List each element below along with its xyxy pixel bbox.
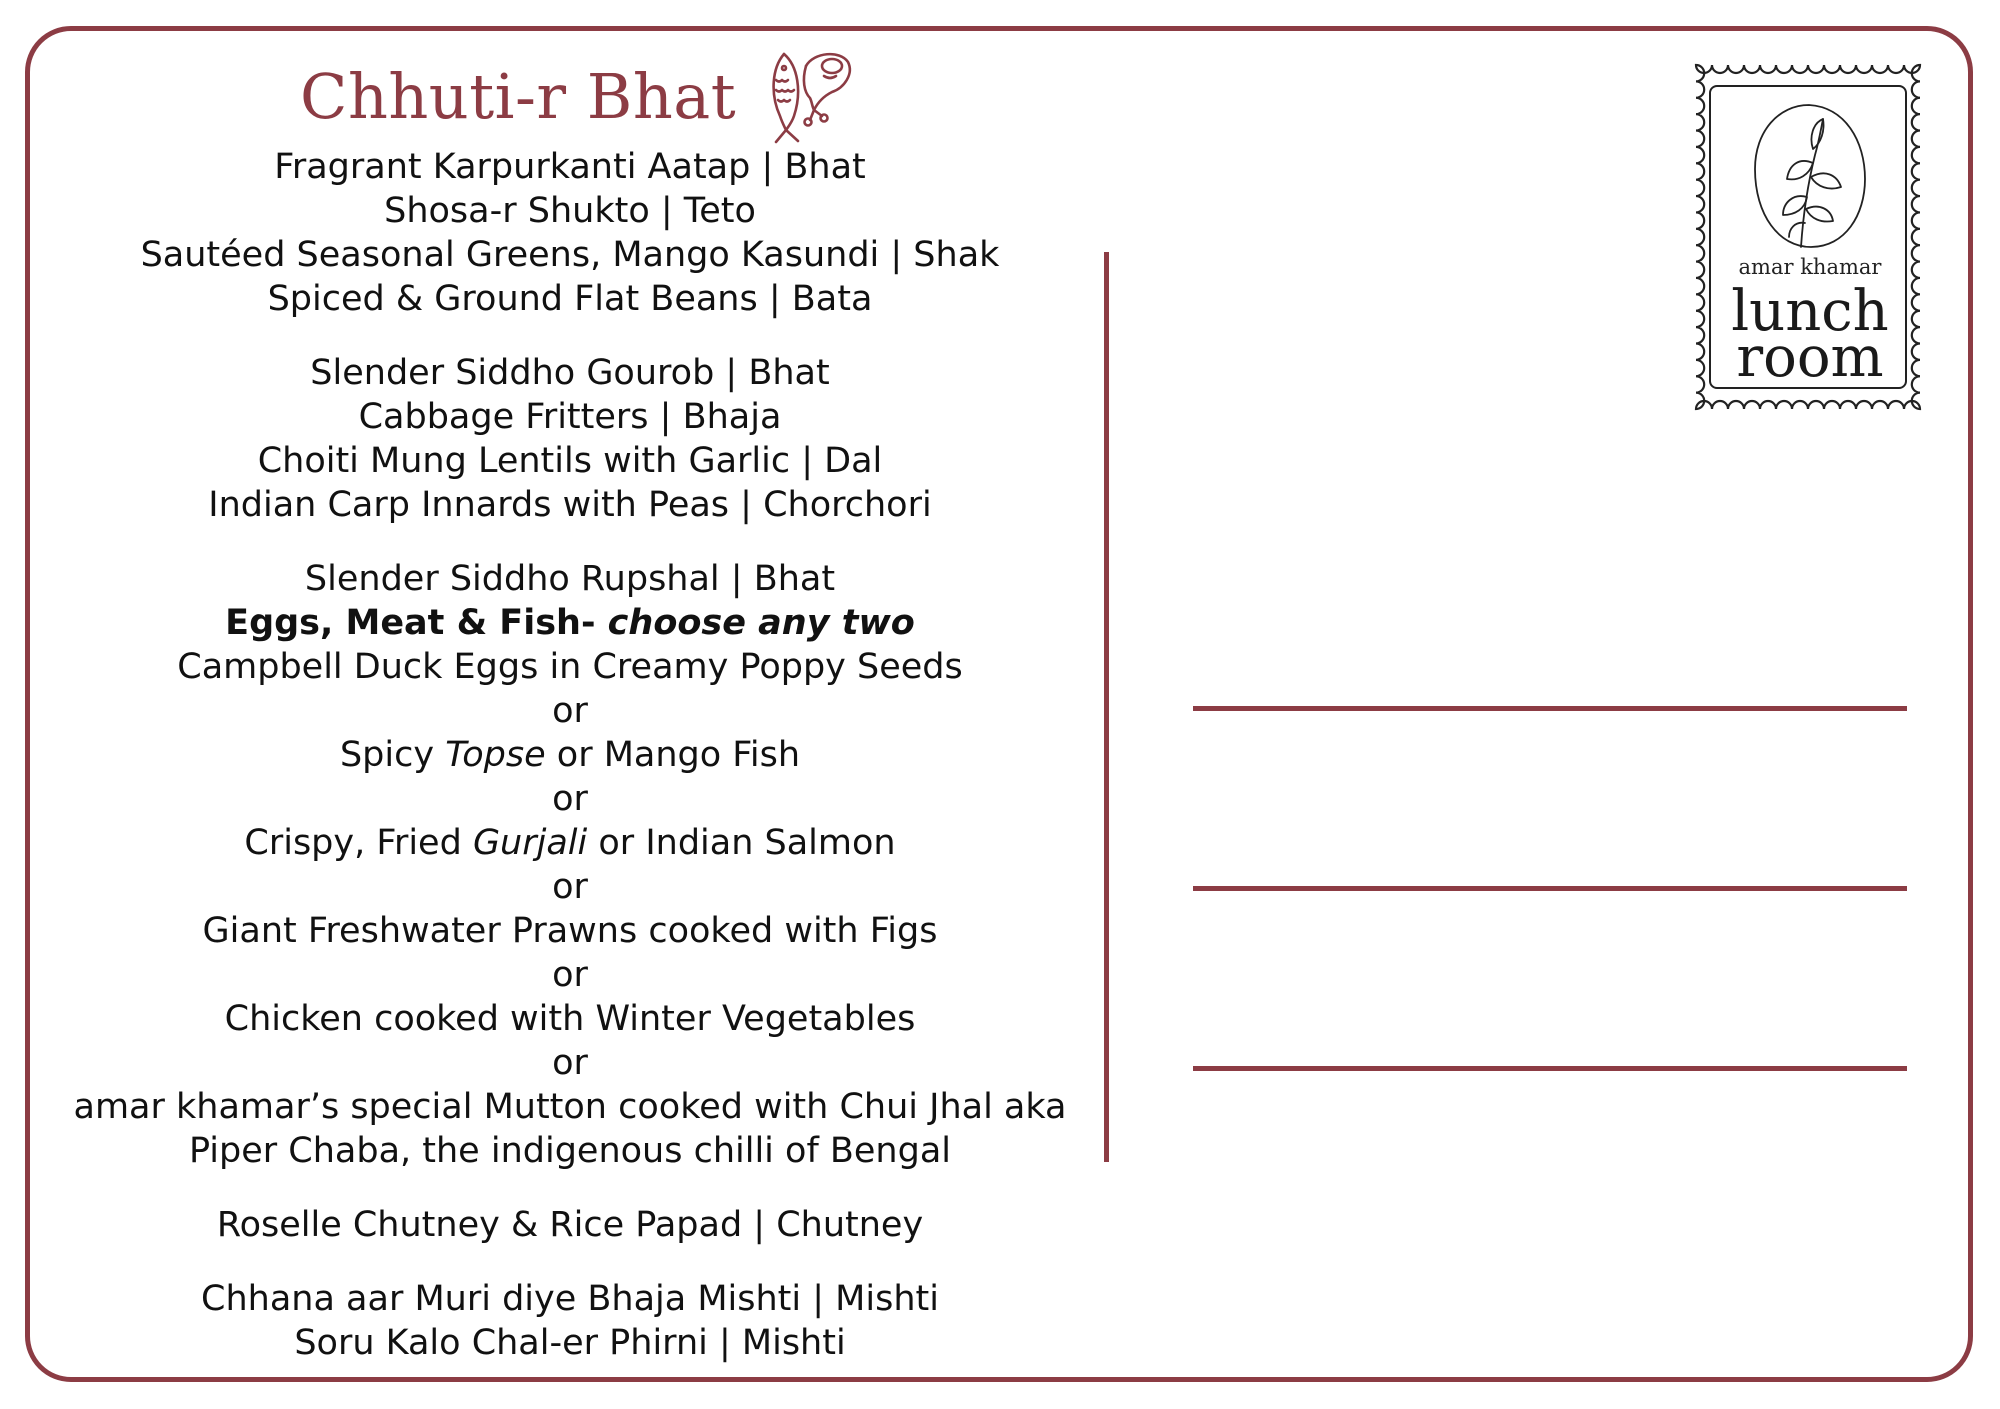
menu-line [70,351,1070,395]
menu-line-text: or [552,691,588,731]
menu-line [70,277,1070,321]
menu-line-text: Slender Siddho Rupshal | Bhat [304,559,836,599]
menu-line [70,601,1070,645]
section-gap [70,1173,1070,1203]
menu-line-text: Chhana aar Muri diye Bhaja Mishti | Mishti [201,1279,939,1319]
menu-line-bold-italic: choose any two [607,603,915,643]
menu-line [70,645,1070,689]
menu-line-prefix: Crispy, Fried [244,823,473,863]
section-gap [70,527,1070,557]
fish-and-meat-icon [754,46,858,146]
menu-line-italic: Topse [445,735,546,775]
menu-line-text: Shosa-r Shukto | Teto [384,191,756,231]
menu-line-text: Sautéed Seasonal Greens, Mango Kasundi | Shak [140,235,1000,275]
address-line-2 [1193,886,1907,891]
postcard-divider [1104,252,1109,1162]
menu-line-text: Indian Carp Innards with Peas | Chorchori [208,485,932,525]
menu-line [70,865,1070,909]
menu-line-suffix: or Indian Salmon [587,823,896,863]
menu-line [70,233,1070,277]
stamp-brand: amar khamar [1738,255,1882,279]
menu-line [70,189,1070,233]
menu-line-text: or [552,1043,588,1083]
menu-line [70,733,1070,777]
menu-line [70,1277,1070,1321]
menu-line-text: or [552,867,588,907]
menu-line [70,1321,1070,1365]
stamp-frame [1709,85,1907,389]
menu-line-bold-prefix: Eggs, Meat & Fish- [225,603,608,643]
menu-line-text: or [552,955,588,995]
menu-title: Chhuti-r Bhat [300,59,737,133]
menu-line [70,557,1070,601]
menu-line [70,777,1070,821]
menu-line-text: Slender Siddho Gourob | Bhat [310,353,830,393]
address-line-3 [1193,1066,1907,1071]
menu-line-text: Soru Kalo Chal-er Phirni | Mishti [294,1323,846,1363]
postage-stamp [1688,57,1928,417]
menu-line-text: Roselle Chutney & Rice Papad | Chutney [216,1205,924,1245]
menu-line-suffix: or Mango Fish [545,735,801,775]
menu-line [70,1203,1070,1247]
section-gap [70,1247,1070,1277]
menu-line-text: or [552,779,588,819]
menu-line-italic: Gurjali [472,823,588,863]
menu-line-text: Campbell Duck Eggs in Creamy Poppy Seeds [177,647,963,687]
menu-header [300,46,858,146]
menu-line [70,909,1070,953]
stamp-name [1711,279,1909,390]
section-gap [70,321,1070,351]
menu-line [70,997,1070,1041]
menu-line [70,953,1070,997]
menu-line [70,483,1070,527]
menu-line [70,821,1070,865]
address-line-1 [1193,706,1907,711]
stamp-name-line-1: lunch [1731,279,1889,344]
menu-line [70,145,1070,189]
menu-line-prefix: Spicy [339,735,446,775]
menu-line-text: Spiced & Ground Flat Beans | Bata [267,279,873,319]
menu-line [70,1085,1070,1129]
menu-line-text: Piper Chaba, the indigenous chilli of Bengal [188,1131,952,1171]
menu-line [70,689,1070,733]
menu-line [70,1129,1070,1173]
menu-line-text: Chicken cooked with Winter Vegetables [224,999,916,1039]
stamp-name-line-2: room [1736,325,1884,390]
leaf-sprig-icon [1749,97,1871,255]
menu-line-text: amar khamar’s special Mutton cooked with Chui Jhal aka [73,1087,1067,1127]
menu-line-text: Choiti Mung Lentils with Garlic | Dal [257,441,883,481]
menu-line [70,439,1070,483]
menu-line-text: Cabbage Fritters | Bhaja [358,397,782,437]
menu-line-text: Fragrant Karpurkanti Aatap | Bhat [274,147,866,187]
menu-line [70,395,1070,439]
menu-body [70,145,1070,1365]
menu-line-text: Giant Freshwater Prawns cooked with Figs [202,911,938,951]
menu-line [70,1041,1070,1085]
